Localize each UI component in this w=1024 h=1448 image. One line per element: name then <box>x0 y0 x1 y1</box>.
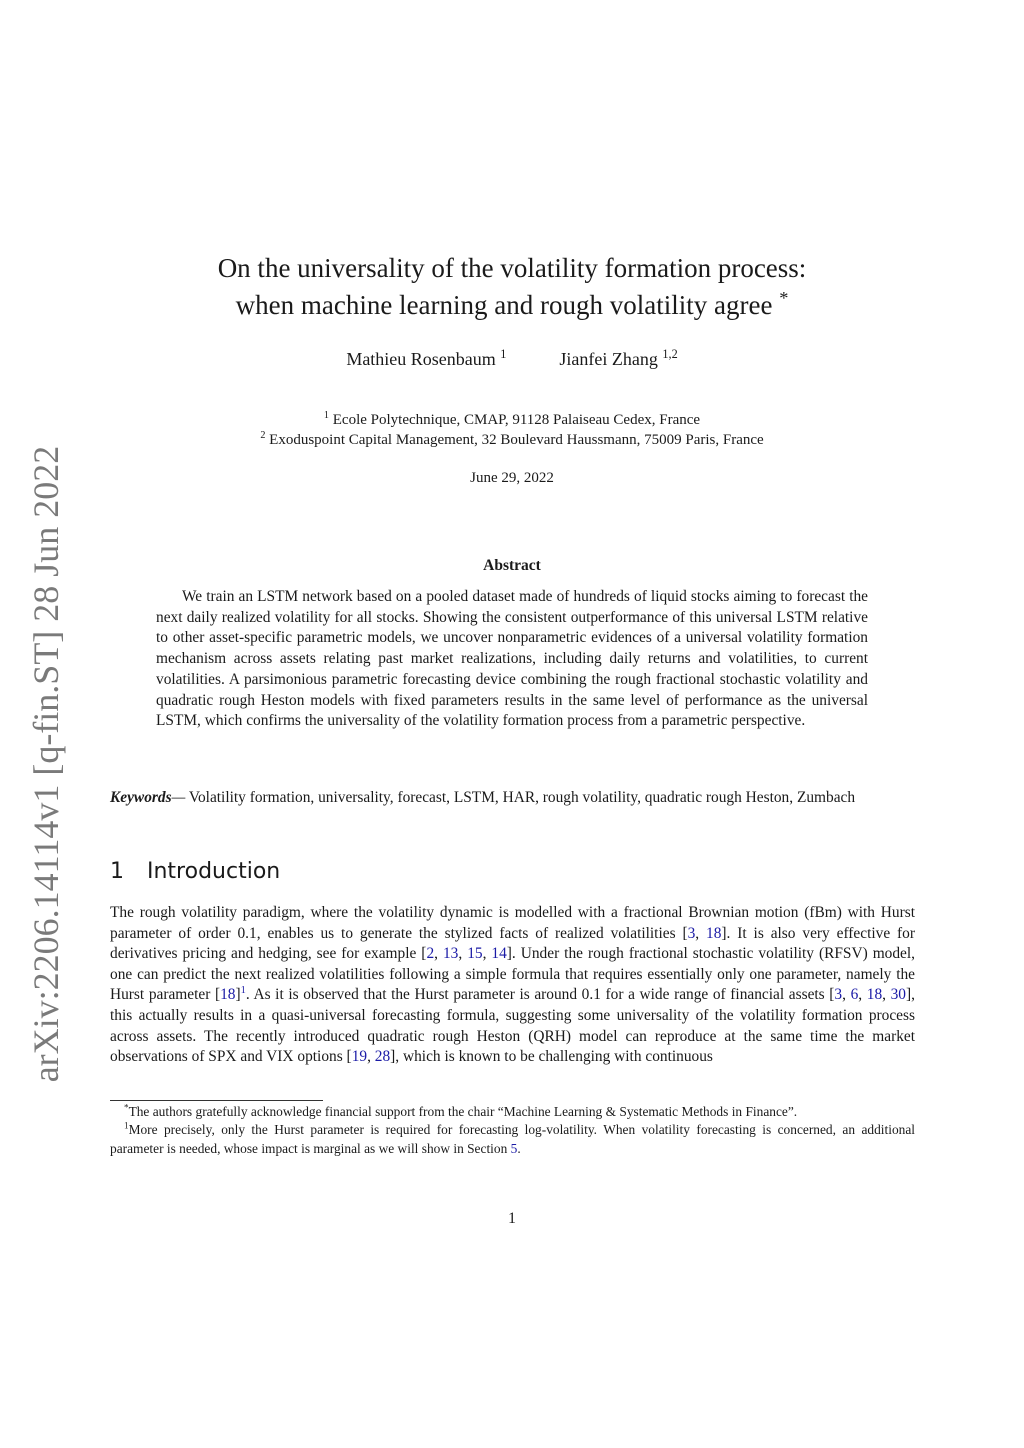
citation-link[interactable]: 28 <box>374 1048 391 1066</box>
footnote-mark: * <box>124 1102 129 1113</box>
introduction-paragraph: The rough volatility paradigm, where the volatility dynamic is modelled with a fractional Brownian motion (fBm) with Hurst parameter of order 0.1, enables us to generate the stylized facts of realized volatilities [3, 18]. It is also very effective for derivatives pricing and hedging, see for example [2, 13, 15, 14]. Under the rough fractional stochastic volatility (RFSV) model, one can predict the next realized volatilities following a simple formula that requires essentially only one parameter, namely the Hurst parameter $[18]^1$. As it is observed that the Hurst parameter is around 0.1 for a wide range of financial assets [3, 6, 18, 30], this actually results in a quasi-universal forecasting formula, suggesting some universality of the volatility formation process across assets. The recently introduced quadratic rough Heston (QRH) model can reproduce at the same time the market observations of SPX and VIX options [19, 28], which is known to be challenging with continuous <box>110 904 916 1066</box>
page-number: 1 <box>508 1210 516 1227</box>
publication-date: June 29, 2022 <box>470 470 554 486</box>
affiliation-number: 2 <box>260 430 266 441</box>
footnotes <box>110 1103 915 1158</box>
footnote-mark: 1 <box>124 1120 129 1131</box>
body-text: ], which is known to be challenging with continuous <box>390 1048 713 1066</box>
title-line-1: On the universality of the volatility formation process: <box>217 253 807 283</box>
arxiv-identifier-stamp[interactable]: arXiv:2206.14114v1 [q-fin.ST] 28 Jun 2022 <box>26 445 66 1083</box>
title-footnote-mark[interactable]: * <box>779 288 789 308</box>
keywords-dash: — <box>171 789 186 806</box>
citation-link[interactable]: 3 <box>687 924 696 942</box>
title-line-2: when machine learning and rough volatility agree * <box>235 288 789 320</box>
citation-link[interactable]: 18 <box>866 986 883 1004</box>
body-text: The rough volatility paradigm, where the volatility dynamic is modelled with a fractional Brownian motion (fBm) with Hurst parameter of order 0.1, enables us to generate the stylized facts of realized volatilities [ <box>110 904 915 942</box>
abstract-paragraph: We train an LSTM network based on a pooled dataset made of hundreds of liquid stocks aiming to forecast the next daily realized volatility for all stocks. Showing the consistent outperformance of this universal LSTM relative to other asset-specific parametric models, we uncover nonparametric evidences of a universal volatility formation mechanism across assets relating past market realizations, including daily returns and volatilities, to current volatilities. A parsimonious parametric forecasting device combining the rough fractional stochastic volatility and quadratic rough Heston models with fixed parameters results in the same level of performance as the universal LSTM, which confirms the universality of the volatility formation process from a parametric perspective. <box>156 588 868 730</box>
footnote-text: More precisely, only the Hurst parameter is required for forecasting log-volatility. When volatility forecasting is concerned, an additional parameter is needed, whose impact is marginal as we will show in Section <box>110 1122 915 1156</box>
paper-title <box>0 250 1024 324</box>
citation-link[interactable]: 18 <box>706 924 722 942</box>
citation-link[interactable]: 6 <box>850 986 859 1004</box>
citation-link[interactable]: 30 <box>890 986 906 1004</box>
citation-link[interactable]: 15 <box>467 945 483 963</box>
body-text: ]. It is also very effective for derivatives pricing and hedging, see for example [ <box>110 924 915 963</box>
citation-link[interactable]: 3 <box>834 986 843 1004</box>
body-text: ], this actually results in a quasi-universal forecasting formula, suggesting some universality of the volatility formation process across assets. The recently introduced quadratic rough Heston (QRH) model can reproduce at the same time the market observations of SPX and VIX options [ <box>110 986 915 1066</box>
affiliation-line <box>0 432 1024 449</box>
citation-link[interactable]: 19 <box>351 1048 368 1066</box>
citation-link[interactable]: 13 <box>442 945 459 963</box>
citation-link[interactable]: 14 <box>491 945 507 963</box>
keywords-list: Volatility formation, universality, forecast, LSTM, HAR, rough volatility, quadratic rough Heston, Zumbach <box>188 789 856 806</box>
body-text: . As it is observed that the Hurst parameter is around 0.1 for a wide range of financial assets [ <box>245 986 835 1004</box>
abstract-heading: Abstract <box>483 557 541 574</box>
affiliation-line <box>0 412 1024 429</box>
author-affiliation-mark: 1 <box>500 347 507 361</box>
section-heading <box>110 859 280 884</box>
footnote-text-end: . <box>517 1140 521 1156</box>
author-list <box>0 349 1024 370</box>
author-name: Mathieu Rosenbaum <box>346 349 496 369</box>
author-name: Jianfei Zhang <box>559 349 658 369</box>
footnote-ref-link[interactable]: 1 <box>240 985 246 997</box>
affiliation-number: 1 <box>323 410 330 421</box>
affiliation-text: Ecole Polytechnique, CMAP, 91128 Palaiseau Cedex, France <box>332 412 701 428</box>
abstract-body <box>156 587 868 732</box>
section-number: 1 <box>110 859 124 884</box>
citation-link[interactable]: 18 <box>220 986 236 1004</box>
author-affiliation-mark: 1,2 <box>662 347 678 361</box>
body-text: ]. Under the rough fractional stochastic volatility (RFSV) model, one can predict the next realized volatilities following a simple formula that requires essentially only one parameter, namely the Hurst parameter [ <box>110 945 916 1004</box>
keywords <box>110 788 915 809</box>
citation-link[interactable]: 2 <box>426 945 435 963</box>
keywords-label: Keywords <box>110 789 172 806</box>
footnote-text: The authors gratefully acknowledge financial support from the chair “Machine Learning & Systematic Methods in Finance”. <box>128 1104 798 1119</box>
footnote-1 <box>110 1103 915 1121</box>
footnote-2 <box>110 1121 915 1158</box>
affiliation-text: Exoduspoint Capital Management, 32 Boulevard Haussmann, 75009 Paris, France <box>269 432 764 448</box>
section-title: Introduction <box>147 859 281 884</box>
footnote-divider <box>110 1100 323 1101</box>
section-ref-link[interactable]: 5 <box>510 1140 518 1156</box>
